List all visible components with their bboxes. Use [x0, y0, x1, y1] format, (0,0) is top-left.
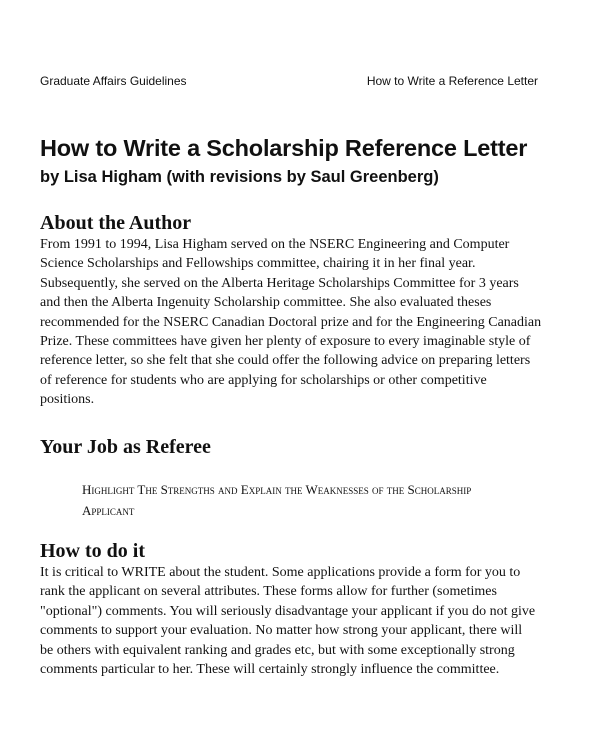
about-line: Subsequently, she served on the Alberta Heritage Scholarships Committee for 3 years: [40, 275, 519, 291]
section-heading-job: Your Job as Referee: [40, 436, 211, 458]
running-header-left: Graduate Affairs Guidelines: [40, 74, 187, 88]
section-heading-about: About the Author: [40, 212, 192, 234]
section-heading-howto: How to do it: [40, 540, 145, 562]
about-line: Science Scholarships and Fellowships committee, chairing it in her final year.: [40, 256, 476, 272]
about-line: reference letter, so she felt that she could offer the following advice on preparing letters: [40, 353, 531, 369]
howto-line: It is critical to WRITE about the student. Some applications provide a form for you to: [40, 565, 521, 580]
about-line: recommended for the NSERC Canadian Doctoral prize and for the Engineering Canadian: [40, 314, 542, 330]
job-paragraph: [82, 479, 562, 521]
howto-paragraph: [40, 563, 560, 679]
about-line: of reference for students who are applying for scholarships or other competitive: [40, 372, 487, 388]
document-title: How to Write a Scholarship Reference Letter: [40, 135, 528, 161]
about-line: From 1991 to 1994, Lisa Higham served on the NSERC Engineering and Computer: [40, 237, 510, 252]
howto-line: "optional") comments. You will seriously disadvantage your applicant if you do not give: [40, 603, 536, 619]
howto-line: be others with equivalent ranking and grades etc, but with some exceptionally strong: [40, 642, 515, 658]
howto-line: comments to support your evaluation. No matter how strong your applicant, there will: [40, 623, 523, 639]
about-line: positions.: [40, 392, 95, 408]
job-line: Highlight The Strengths and Explain the Weaknesses of the Scholarship: [82, 482, 472, 497]
job-line: Applicant: [82, 503, 135, 518]
howto-line: rank the applicant on several attributes. These forms allow for further (sometimes: [40, 584, 497, 600]
howto-line: comments particular to her. These will certainly strongly influence the committee.: [40, 662, 500, 678]
running-header-right: How to Write a Reference Letter: [366, 74, 538, 88]
about-line: and then the Alberta Ingenuity Scholarship committee. She also evaluated theses: [40, 295, 492, 311]
about-paragraph: [40, 235, 560, 410]
byline: by Lisa Higham (with revisions by Saul Greenberg): [40, 168, 439, 186]
about-line: Prize. These committees have given her plenty of exposure to every imaginable style of: [40, 334, 531, 350]
